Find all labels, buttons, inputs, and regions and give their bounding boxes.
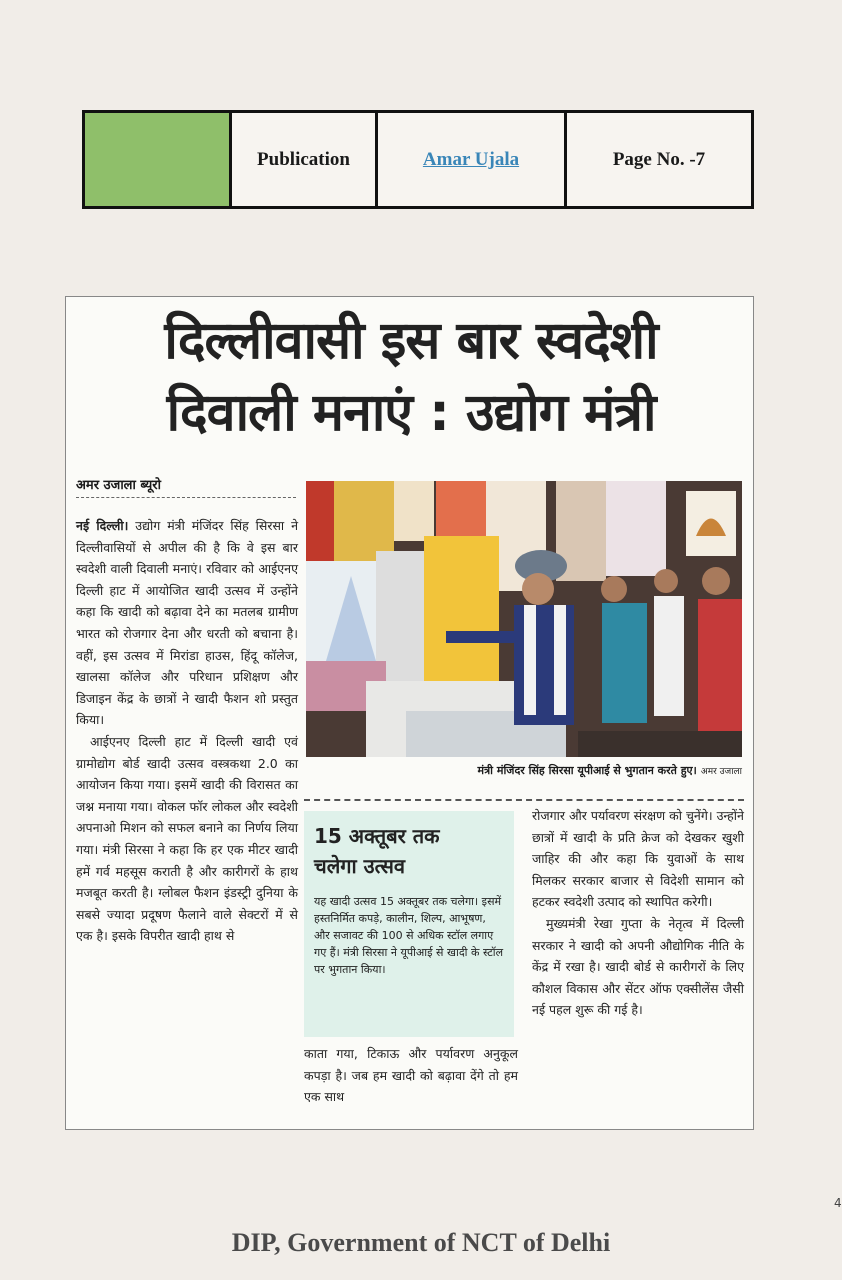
footer-credit: DIP, Government of NCT of Delhi [231, 1228, 611, 1257]
publication-header-table [82, 110, 754, 209]
article-column-1 [76, 515, 298, 947]
photo-caption [306, 763, 742, 778]
caption-text: मंत्री मंजिंदर सिंह सिरसा यूपीआई से भुगतान करते हुए। [477, 764, 697, 777]
photo-illustration [306, 481, 742, 757]
headline-line-2: दिवाली मनाएं : उद्योग मंत्री [166, 383, 656, 443]
box-title: 15 अक्तूबर तक चलेगा उत्सव [314, 824, 440, 878]
bureau-byline: अमर उजाला ब्यूरो [76, 475, 296, 498]
column-4-paragraph-1: रोजगार और पर्यावरण संरक्षण को चुनेंगे। उन्होंने छात्रों में खादी के प्रति क्रेज को देखकर खुशी जाहिर की और कहा कि युवाओं के साथ मिलकर सरकार बाजार से विदेशी सामान को हटकर स्वदेशी उत्पाद को स्थापित करेगी। [532, 808, 744, 910]
paragraph-1: उद्योग मंत्री मंजिंदर सिंह सिरसा ने दिल्लीवासियों से अपील की है कि वे इस बार स्वदेशी वाली दिवाली मनाएं। रविवार को आईएनए दिल्ली हाट में आयोजित खादी उत्सव में उन्होंने कहा कि खादी को बढ़ावा देने का मतलब ग्रामीण भारत को रोजगार देना और धरती को बचाना है। वहीं, इस उत्सव में मिरांडा हाउस, हिंदू कॉलेज, खालसा कॉलेज और परिधान प्रशिक्षण और डिजाइन केंद्र के छात्रों ने खादी फैशन शो प्रस्तुत किया। [76, 518, 299, 728]
page-number: 4 [834, 1196, 842, 1210]
box-body: यह खादी उत्सव 15 अक्तूबर तक चलेगा। इसमें हस्तनिर्मित कपड़े, कालीन, शिल्प, आभूषण, और सजावट की 100 से अधिक स्टॉल लगाए गए हैं। मंत्री सिरसा ने यूपीआई से खादी के स्टॉल पर भुगतान किया। [314, 895, 504, 976]
section-divider [304, 799, 744, 801]
column-4-paragraph-2: मुख्यमंत्री रेखा गुप्ता के नेतृत्व में दिल्ली सरकार ने खादी को अपनी औद्योगिक नीति के केंद्र में रखा है। खादी बोर्ड से कारीगरों के लिए कौशल विकास और सेंटर ऑफ एक्सीलेंस जैसी नई पहल शुरू की गई है। [532, 915, 744, 1018]
article-column-4 [532, 805, 744, 1021]
caption-credit: अमर उजाला [700, 767, 742, 777]
headline-line-1: दिल्लीवासी इस बार स्वदेशी [164, 311, 658, 371]
publication-label: Publication [232, 113, 378, 206]
publication-name-link[interactable]: Amar Ujala [422, 148, 520, 170]
article-column-3-bottom [304, 1043, 518, 1108]
dateline: नई दिल्ली। [76, 518, 129, 533]
publication-name-cell [378, 113, 567, 206]
event-photo [306, 481, 742, 757]
highlight-box [304, 811, 514, 1037]
article-headline [86, 305, 736, 449]
paragraph-2: आईएनए दिल्ली हाट में दिल्ली खादी एवं ग्रामोद्योग बोर्ड खादी उत्सव वस्त्रकथा 2.0 का आयोजन किया गया। इसमें खादी की विरासत का जश्न मनाया गया। वोकल फॉर लोकल और स्वदेशी अपनाओ मिशन को सफल बनाने का निर्णय लिया गया। मंत्री सिरसा ने कहा कि हर एक मीटर खादी हमें गर्व महसूस कराती है और कारीगरों के हाथ मजबूत करती है। ग्लोबल फैशन इंडस्ट्री दुनिया के सबसे ज्यादा प्रदूषण फैलाने वाले सेक्टरों में से एक है। इसके विपरीत खादी हाथ से [76, 733, 298, 944]
page-number-label: Page No. -7 [612, 148, 706, 170]
green-color-cell [85, 113, 232, 206]
newspaper-clipping [65, 296, 754, 1130]
column-3-text: काता गया, टिकाऊ और पर्यावरण अनुकूल कपड़ा है। जब हम खादी को बढ़ावा देंगे तो हम एक साथ [304, 1046, 518, 1105]
